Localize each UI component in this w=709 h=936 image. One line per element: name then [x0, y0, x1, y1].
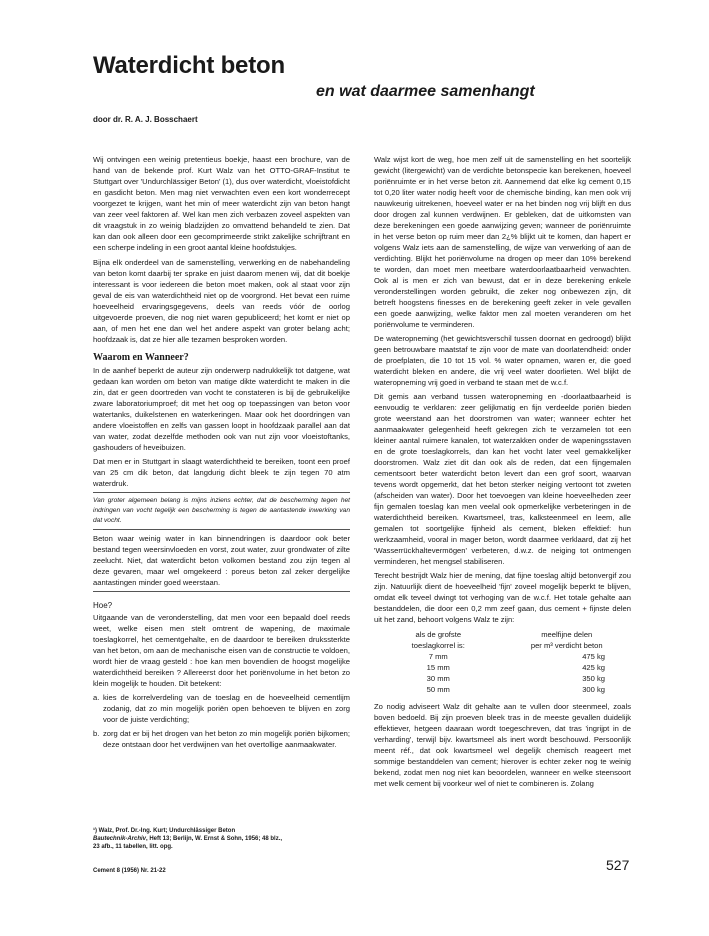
list-item	[93, 692, 350, 725]
table-header-row	[374, 629, 631, 640]
footnote-journal: Bautechnik-Archiv	[93, 836, 147, 842]
table-cell: 300 kg	[582, 685, 605, 694]
paragraph: Terecht bestrijdt Walz hier de mening, dat fijne toeslag altijd betonvergif zou zijn. Natuurlijk dient de hoeveelheid 'fijn' zoveel mogelijk beperkt te blijven, omdat elk teveel dwingt tot verhoging van de w.c.f. Het totale gehalte aan bestanddelen, die door een 0,2 mm zeef gaan, dus cement + fijnste delen uit het zand, behoort volgens Walz te zijn:	[374, 571, 631, 624]
left-column	[93, 154, 350, 753]
paragraph: Walz wijst kort de weg, hoe men zelf uit de samenstelling en het soortelijk gewicht (litergewicht) van de verdichte betonspecie kan berekenen, hoeveel poriënruimte er in het verse beton zit. Aannemend dat elke kg cement 0,15 tot 0,20 liter water nodig heeft voor de chemische binding, kan men ook vrij nauwkeurig uitrekenen, hoeveel water er na het binden nog vrij blijft en dus door drogen zal kunnen verdwijnen. Er gebleken, dat de uitkomsten van deze berekeningen een goede aanwijzing geven; wanneer de poriënruimte in het verse beton op ruim meer dan 2¿% blijkt uit te komen, dan hapert er volgens Walz iets aan de samenstelling, de wijze van verwerking of aan de verdichting. Blijkt het poriënvolume na drogen op meer dan 10% berekend te worden, dan moet men meetbare waterdoorlaatbaarheid verwachten. Ook al is men er zich van bewust, dat er in deze berekening enkele veronderstellingen worden gebruikt, die zeker nog onbewezen zijn, dit betreft hoogstens finesses en de berekening geeft zeker in vele gevallen een goede aanwijzing, welke faktor men zal moeten veranderen om het poriënvolume te verminderen.	[374, 155, 631, 329]
table-row	[374, 684, 631, 695]
paragraph: Uitgaande van de veronderstelling, dat men voor een bepaald doel reeds weet, welke eisen men stelt omtrent de wapening, de maximale toeslagkorrel, het cementgehalte, en de daardoor te bereiken drukssterkte van het beton, om aan de mechanische eisen van de constructie te voldoen, wordt hier de vraag gesteld : hoe kan men bovendien de hoogst mogelijke waterdichtheid bereiken ? Allereerst door het poriënvolume in het beton zo klein mogelijk te houden. Dit betekent:	[93, 613, 350, 688]
table-cell: 425 kg	[582, 663, 605, 672]
table-header: als de grofste	[415, 630, 462, 639]
footnote-line: 23 afb., 11 tabellen, litt. opg.	[93, 844, 173, 850]
table-cell: 50 mm	[426, 685, 450, 694]
list-marker: a.	[93, 693, 100, 702]
footnote-text: , Heft 13; Berlijn, W. Ernst & Sohn, 1956; 48 blz.,	[146, 836, 283, 842]
highlighted-note: Van groter algemeen belang is mijns inziens echter, dat de bescherming tegen het indringen van vocht tegelijk een bescherming is tegen de aantastende inwerking van dat vocht.	[93, 497, 350, 524]
list-item-text: zorg dat er bij het drogen van het beton zo min mogelijk poriën bijkomen; deze ontstaan door het verdwijnen van het overtollige aanmaakwater.	[103, 729, 350, 749]
section-heading: Waarom en Wanneer?	[93, 352, 189, 363]
list-marker: b.	[93, 729, 100, 738]
right-column	[374, 154, 631, 792]
footnote-line	[93, 835, 333, 843]
table-cell: 15 mm	[426, 663, 450, 672]
table-cell: 30 mm	[426, 674, 450, 683]
paragraph: Bijna elk onderdeel van de samenstelling, verwerking en de nabehandeling van beton komt daarbij ter sprake en juist daarom menen wij, dat dit boekje interessant is voor iedereen die beton moet maken, ook al staat voor zijn geval de eis van waterdichtheid niet op de voorgrond. Het bevat een ruime hoeveelheid ervaringsgegevens, deels van reeds vóór de oorlog uitgevoerde proeven, die nog niet waren gepubliceerd; het komt er niet op aan, of men het ene dan wel het andere aspekt van groter belang acht; hoofdzaak is, dat ze hier alle tezamen besproken worden.	[93, 258, 350, 344]
table-row	[374, 651, 631, 662]
list-item-text: kies de korrelverdeling van de toeslag en de hoeveelheid cementlijm zodanig, dat zo min mogelijk poriën open behoeven te blijven en zorg voor de juiste verdichting;	[103, 693, 350, 724]
table-header: toeslagkorrel is:	[411, 641, 465, 650]
divider	[93, 591, 350, 592]
paragraph: In de aanhef beperkt de auteur zijn onderwerp nadrukkelijk tot datgene, wat gedaan kan worden om beton van matige dikte waterdicht te maken in die zin, dat er geen doortreden van vocht te constateren is bij de gebruikelijke zware laboratoriumproef; dit met het oog op toepassingen van beton voor watertanks, duikelstenen en waterkeringen. Maar ook het doordringen van andere vloeistoffen en zelfs van gassen loopt in hoofdzaak parallel aan dat van water, zodat dezelfde methoden ook van nut zijn voor vloeistoftanks, gashouders of heveibuizen.	[93, 366, 350, 452]
article-title: Waterdicht beton	[93, 52, 285, 79]
paragraph: Zo nodig adviseert Walz dit gehalte aan te vullen door steenmeel, zoals boven bedoeld. Bij zijn proeven bleek tras in de meeste gevallen duidelijk effektiever, hetgeen daaraan wordt toegeschreven, dat tras 'ingrijpt in de verharding', terwijl bijv. kwartsmeel als inert wordt beschouwd. Persoonlijk meent réf., dat ook kwartsmeel wel degelijk chemisch reageert met sommige bestanddelen van cement; hierover is echter zeker nog te weinig bekend, zodat men nog niet kan beoordelen, wanneer en welke steensoort met welk cement bij voorkeur wel of niet te combineren is. Zolang	[374, 702, 631, 788]
list-item	[93, 728, 350, 750]
table-header-row	[374, 640, 631, 651]
section-heading: Hoe?	[93, 601, 113, 610]
table-header: per m³ verdicht beton	[530, 641, 603, 650]
article-subtitle: en wat daarmee samenhangt	[316, 83, 535, 100]
paragraph: De wateropneming (het gewichtsverschil tussen doornat en gedroogd) blijkt geen betrouwbare maatstaf te zijn voor de mate van doorlatendheid: onder de proefplaten, die 10 tot 15 vol. % water opnamen, waren er, die goed waterdicht bleken en andere, die vrij veel water doorlieten. Wel blijkt de wateropneming vrij goed in verband te staan met de w.c.f.	[374, 334, 631, 387]
requirements-list	[93, 692, 350, 750]
journal-footer: Cement 8 (1956) Nr. 21-22	[93, 868, 166, 874]
paragraph: Dat men er in Stuttgart in slaagt waterdichtheid te bereiken, toont een proef van 25 cm dik beton, dat langdurig dicht bleek te zijn tegen 70 atm waterdruk.	[93, 457, 350, 488]
divider	[93, 492, 350, 493]
table-row	[374, 662, 631, 673]
paragraph: Dit gemis aan verband tussen wateropneming en -doorlaatbaarheid is eenvoudig te verklaren: zeer gelijkmatig en fijn verdeelde poriën bieden grote weerstand aan het doorstromen van water; wanneer echter het aanmaakwater gelegenheid heeft gekregen zich te verzamelen tot een kleiner aantal ruimere kanalen, tot waterzakken onder de wapeningsstaven en de grote toeslagkorrels, dan kan het vocht later veel gemakkelijker doorstromen. Walz ziet dit dan ook als de reden, dat een fijngemalen cementsoort beter waterdicht beton levert dan een grof soort, waarvan tevens wordt opgemerkt, dat het beton sterker neiging vertoont tot zweten (afscheiden van water). Door het toevoegen van kleine hoeveelheden zeer fijn gemalen toeslag kan men veelal ook opmerkelijke verbeteringen in de waterdichtheid bereiken. Kwartsmeel, tras, kalksteenmeel en leem, alle gemalen tot soortgelijke fijnheid als cement, bleken effektief: hun werkzaamheid, vooral in mager beton, wordt daarmee verklaard, dat zij het 'Wasserrückhaltevermögen' verbeteren, d.w.z. de neiging tot ontmengen verminderen, het mengsel stabiliseren.	[374, 392, 631, 566]
paragraph: Beton waar weinig water in kan binnendringen is daardoor ook beter bestand tegen weersinvloeden en vorst, zout water, zuur grondwater of zilte zeelucht. Niet, dat waterdicht beton volkomen bestand zou zijn tegen al deze gevaren, maar wel omgekeerd : poreus beton zal zeker dergelijke aantastingen minder goed weerstaan.	[93, 534, 350, 587]
table-header: meelfijne delen	[541, 630, 593, 639]
footnote	[93, 827, 333, 851]
fines-table	[374, 629, 631, 695]
table-cell: 7 mm	[428, 652, 448, 661]
footnote-line: ¹) Walz, Prof. Dr.-Ing. Kurt; Undurchlässiger Beton	[93, 828, 236, 834]
table-cell: 475 kg	[582, 652, 605, 661]
paragraph: Wij ontvingen een weinig pretentieus boekje, haast een brochure, van de hand van de bekende prof. Kurt Walz van het OTTO-GRAF-Institut te Stuttgart over 'Undurchlässiger Beton' (1), dus over waterdicht, vloeistofdicht en gasdicht beton. Men mag niet verwachten even een kort wonderrecept voorgezet te krijgen, want het min of meer waterdicht zijn van beton hangt van zeer veel faktoren af. Wel kan men zich verbazen zoveel aspekten van dit vraagstuk in zo weinig bladzijden zo omvattend behandeld te zien. Dat kan dan ook alleen door een gecomprimeerde strikt zakelijke schrijftrant en een scherpe indeling in een groot aantal kleine hoofdstukjes.	[93, 155, 350, 252]
divider	[93, 529, 350, 530]
table-row	[374, 673, 631, 684]
page-number: 527	[606, 857, 630, 873]
byline: door dr. R. A. J. Bosschaert	[93, 115, 198, 124]
table-cell: 350 kg	[582, 674, 605, 683]
